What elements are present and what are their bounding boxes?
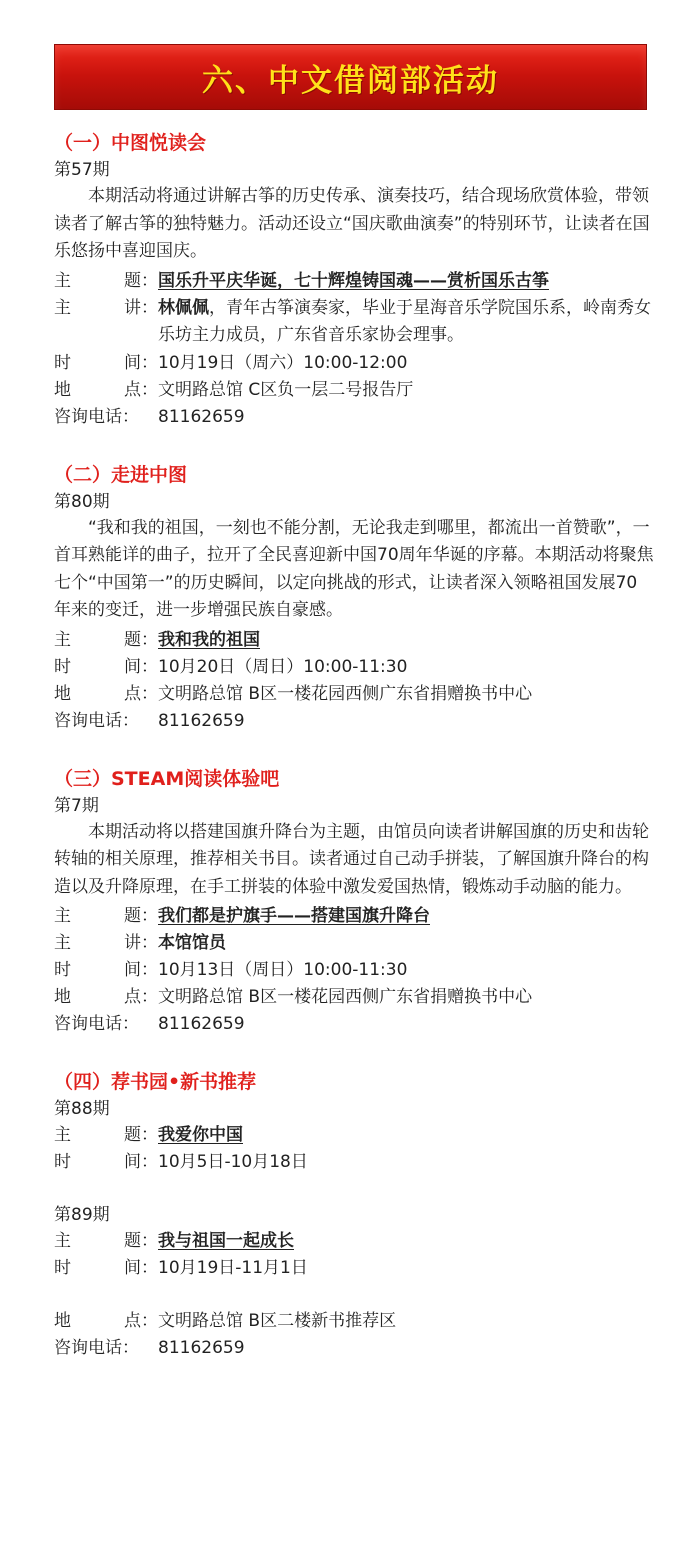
theme-row (54, 627, 654, 654)
time-row (54, 1149, 654, 1176)
phone-row (54, 1335, 654, 1362)
issue-number: 第89期 (54, 1205, 110, 1225)
time-label: 时 间： (54, 1258, 158, 1278)
lecturer-value (158, 295, 654, 350)
lecturer-desc: ，青年古筝演奏家，毕业于星海音乐学院国乐系，岭南秀女乐坊主力成员，广东省音乐家协会理事。 (158, 297, 651, 345)
theme-row (54, 268, 654, 295)
phone-row (54, 404, 654, 431)
activity-list (54, 128, 654, 1362)
issue-number: 第7期 (54, 795, 99, 816)
time-value: 10月13日（周日）10:00-11:30 (158, 960, 408, 980)
time-value: 10月19日（周六）10:00-12:00 (158, 352, 408, 373)
activity-description: 本期活动将以搭建国旗升降台为主题，由馆员向读者讲解国旗的历史和齿轮转轴的相关原理，推荐相关书目。读者通过自己动手拼装，了解国旗升降台的构造以及升降原理，在手工拼装的体验中激发爱国热情，锻炼动手动脑的能力。 (54, 821, 649, 897)
place-row (54, 1308, 654, 1335)
activity-section-4 (54, 1067, 654, 1362)
phone-row (54, 708, 654, 735)
time-label: 时 间： (54, 960, 158, 980)
theme-row (54, 1122, 654, 1149)
phone-label: 咨询电话： (54, 1338, 139, 1358)
issue-number: 第80期 (54, 491, 110, 512)
theme-value: 我们都是护旗手——搭建国旗升降台 (158, 906, 430, 926)
phone-label: 咨询电话： (54, 1014, 139, 1034)
activity-description: 本期活动将通过讲解古筝的历史传承、演奏技巧，结合现场欣赏体验，带领读者了解古筝的独特魅力。活动还设立“国庆歌曲演奏”的特别环节，让读者在国乐悠扬中喜迎国庆。 (54, 186, 650, 261)
phone-label: 咨询电话： (54, 406, 139, 427)
place-row (54, 377, 654, 404)
section-banner (54, 44, 647, 110)
phone-label: 咨询电话： (54, 710, 139, 731)
section-title: （三）STEAM阅读体验吧 (54, 767, 280, 790)
activity-section-2 (54, 460, 654, 735)
time-row (54, 957, 654, 984)
theme-label: 主 题： (54, 906, 158, 926)
lecturer-label: 主 讲： (54, 933, 158, 953)
place-label: 地 点： (54, 987, 158, 1007)
section-title: （一）中图悦读会 (54, 132, 207, 154)
theme-value: 国乐升平庆华诞，七十辉煌铸国魂——赏析国乐古筝 (158, 270, 549, 291)
issue-number: 第57期 (54, 160, 110, 180)
theme-row (54, 903, 654, 930)
theme-label: 主 题： (54, 270, 158, 291)
lecturer-name: 林佩佩 (158, 297, 209, 318)
lecturer-value: 本馆馆员 (158, 933, 226, 953)
lecturer-row (54, 295, 654, 350)
activity-section-3 (54, 764, 654, 1039)
theme-label: 主 题： (54, 1231, 158, 1251)
section-title: （二）走进中图 (54, 463, 188, 486)
place-label: 地 点： (54, 683, 158, 704)
time-label: 时 间： (54, 656, 158, 677)
time-label: 时 间： (54, 1152, 158, 1172)
lecturer-row (54, 930, 654, 957)
place-row (54, 984, 654, 1011)
phone-value: 81162659 (158, 710, 245, 731)
phone-value: 81162659 (158, 406, 245, 427)
theme-label: 主 题： (54, 1125, 158, 1145)
theme-value: 我爱你中国 (158, 1125, 243, 1145)
theme-value: 我和我的祖国 (158, 629, 260, 650)
phone-row (54, 1011, 654, 1038)
theme-label: 主 题： (54, 629, 158, 650)
time-row (54, 350, 654, 377)
banner-title: 六、中文借阅部活动 (202, 62, 499, 99)
phone-value: 81162659 (158, 1014, 245, 1034)
time-value: 10月19日-11月1日 (158, 1258, 308, 1278)
time-value: 10月5日-10月18日 (158, 1152, 308, 1172)
issue-number: 第88期 (54, 1099, 110, 1119)
lecturer-label: 主 讲： (54, 297, 158, 318)
time-row (54, 654, 654, 681)
place-value: 文明路总馆 B区一楼花园西侧广东省捐赠换书中心 (158, 987, 533, 1007)
place-value: 文明路总馆 C区负一层二号报告厅 (158, 379, 414, 400)
place-row (54, 681, 654, 708)
place-label: 地 点： (54, 1311, 158, 1331)
theme-row (54, 1228, 654, 1255)
time-label: 时 间： (54, 352, 158, 373)
place-value: 文明路总馆 B区二楼新书推荐区 (158, 1311, 397, 1331)
phone-value: 81162659 (158, 1338, 245, 1358)
place-label: 地 点： (54, 379, 158, 400)
place-value: 文明路总馆 B区一楼花园西侧广东省捐赠换书中心 (158, 683, 533, 704)
time-row (54, 1255, 654, 1282)
time-value: 10月20日（周日）10:00-11:30 (158, 656, 408, 677)
section-title: （四）荐书园•新书推荐 (54, 1071, 257, 1093)
activity-description: “我和我的祖国，一刻也不能分割，无论我走到哪里，都流出一首赞歌”，一首耳熟能详的曲子，拉开了全民喜迎新中国70周年华诞的序幕。本期活动将聚焦七个“中国第一”的历史瞬间，以定向挑战的形式，让读者深入领略祖国发展70年来的变迁，进一步增强民族自豪感。 (54, 517, 654, 620)
theme-value: 我与祖国一起成长 (158, 1231, 294, 1251)
activity-section-1 (54, 128, 654, 431)
